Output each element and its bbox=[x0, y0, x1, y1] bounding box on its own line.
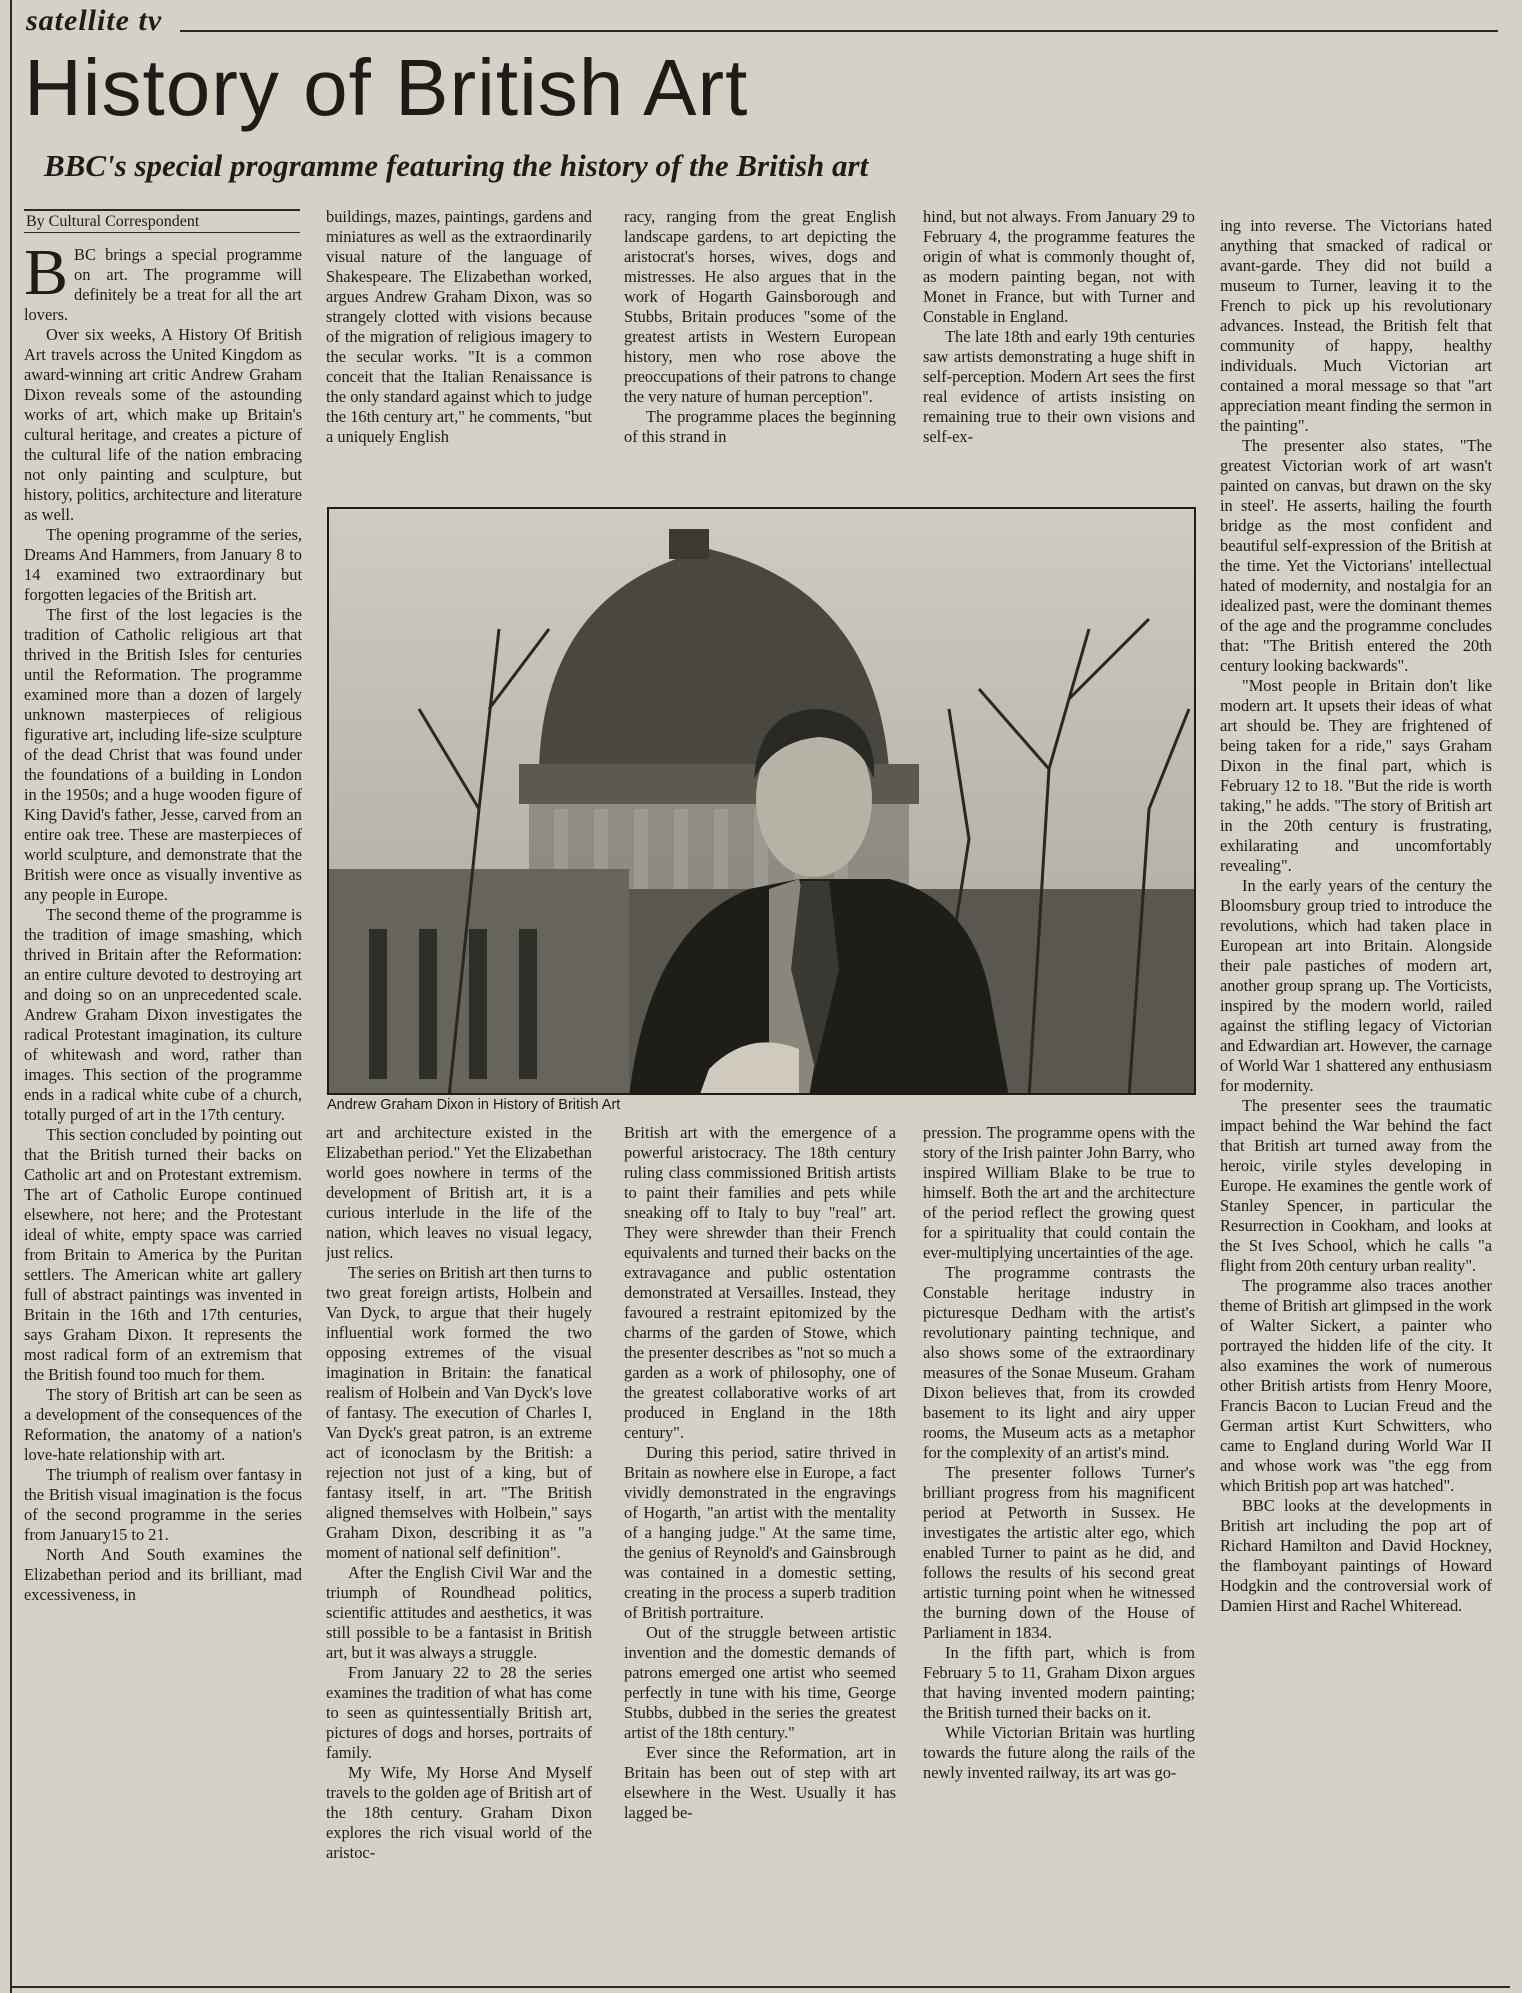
paragraph: The first of the lost legacies is the tradition of Catholic religious art that thrived in the British Isles for centuries until the Reformation. The programme examined more than a dozen of largely unknown masterpieces of religious figurative art, including life-size sculpture of the dead Christ that was found under the foundations of a building in London in the 1950s; and a huge wooden figure of King David's father, Jesse, carved from an entire oak tree. These are masterpieces of world sculpture, and demonstrate that the British were once as visually inventive as any people in Europe. bbox=[24, 605, 302, 904]
paragraph: The presenter sees the traumatic impact behind the War behind the fact that British art turned away from the heroic, virile styles developing in Europe. He examines the gentle work of Stanley Spencer, in particular the Resurrection in Cookham, and looks at the St Ives School, which he calls "a flight from 20th century urban reality". bbox=[1220, 1096, 1492, 1275]
paragraph: ing into reverse. The Victorians hated anything that smacked of radical or avant-garde. They did not build a museum to Turner, leaving it to the French to pick up his revolutionary advances. Instead, the British felt that community of happy, healthy individuals. Much Victorian art contained a moral message so that "art appreciation meant finding the sermon in the painting". bbox=[1220, 216, 1492, 435]
paragraph: The second theme of the programme is the tradition of image smashing, which thrived in Britain after the Reformation: an entire culture devoted to destroying art and doing so on an unprecedented scale. Andrew Graham Dixon investigates the radical Protestant imagination, its culture of whitewash and word, rather than images. This section of the programme ends in a radical white cube of a church, totally purged of art in the 17th century. bbox=[24, 905, 302, 1124]
left-margin-rule bbox=[10, 0, 12, 1993]
paragraph: My Wife, My Horse And Myself travels to the golden age of British art of the 18th century. Graham Dixon explores the rich visual world of the aristoc- bbox=[326, 1763, 592, 1862]
bottom-rule bbox=[10, 1986, 1510, 1988]
paragraph: pression. The programme opens with the story of the Irish painter John Barry, who inspired William Blake to be true to himself. Both the art and the architecture of the period reflect the growing quest for a spirituality that could contain the ever-multiplying uncertainties of the age. bbox=[923, 1123, 1195, 1262]
photo-caption: Andrew Graham Dixon in History of British Art bbox=[327, 1097, 621, 1113]
paragraph: The programme contrasts the Constable heritage industry in picturesque Dedham with the artist's revolutionary painting technique, and also shows some of the extraordinary measures of the Sonae Museum. Graham Dixon believes that, from its crowded basement to its light and airy upper rooms, the Museum acts as a metaphor for the complexity of an artist's mind. bbox=[923, 1263, 1195, 1462]
paragraph: From January 22 to 28 the series examines the tradition of what has come to seen as quintessentially British art, pictures of dogs and horses, portraits of family. bbox=[326, 1663, 592, 1762]
paragraph: The story of British art can be seen as a development of the consequences of the Reformation, the anatomy of a nation's love-hate relationship with art. bbox=[24, 1385, 302, 1464]
paragraph: British art with the emergence of a powerful aristocracy. The 18th century ruling class commissioned British artists to paint their families and pets while sneaking off to Italy to buy "real" art. They were shrewder than their French equivalents and turned their backs on the extravagance and public ostentation demonstrated at Versailles. Instead, they favoured a restraint epitomized by the charms of the garden of Stowe, which the presenter describes as "not so much a garden as a work of philosophy, one of the greatest collaborative works of art produced in England in the 18th century". bbox=[624, 1123, 896, 1442]
article-column-4-bottom bbox=[923, 1123, 1195, 1981]
paragraph: The programme also traces another theme of British art glimpsed in the work of Walter Sickert, a painter who portrayed the hidden life of the city. It also examines the work of numerous other British artists from Henry Moore, Francis Bacon to Lucian Freud and the German artist Kurt Schwitters, who came to England during World War II and whose work was "the egg from which British pop art was hatched". bbox=[1220, 1276, 1492, 1495]
byline: By Cultural Correspondent bbox=[24, 209, 300, 233]
paragraph: "Most people in Britain don't like modern art. It upsets their ideas of what art should be. They are frightened of being taken for a ride," says Graham Dixon in the final part, which is February 12 to 18. "But the ride is worth taking," he adds. "The story of British art in the 20th century is frustrating, exhilarating and uncomfortably revealing". bbox=[1220, 676, 1492, 875]
article-column-3-top bbox=[624, 207, 896, 502]
paragraph: Out of the struggle between artistic invention and the domestic demands of patrons emerged one artist who seemed perfectly in tune with his time, George Stubbs, dubbed in the series the greatest artist of the 18th century." bbox=[624, 1623, 896, 1742]
headline: History of British Art bbox=[24, 43, 749, 132]
paragraph: The programme places the beginning of this strand in bbox=[624, 407, 896, 446]
section-kicker: satellite tv bbox=[26, 4, 163, 37]
paragraph: Over six weeks, A History Of British Art travels across the United Kingdom as award-winning art critic Andrew Graham Dixon reveals some of the astounding works of art, which make up Britain's cultural heritage, and creates a picture of the cultural life of the nation embracing not only painting and sculpture, but history, politics, architecture and literature as well. bbox=[24, 325, 302, 524]
article-column-3-bottom bbox=[624, 1123, 896, 1981]
paragraph: The series on British art then turns to two great foreign artists, Holbein and Van Dyck, to argue that their hugely influential work formed the two opposing extremes of the visual imagination in Britain: the fanatical realism of Holbein and Van Dyck's love of fantasy. The execution of Charles I, Van Dyck's great patron, is an extreme act of iconoclasm by the British: a rejection not just of a king, but of fantasy itself, in art. "The British aligned themselves with Holbein," says Graham Dixon, describing it as "a moment of national self definition". bbox=[326, 1263, 592, 1562]
paragraph: In the fifth part, which is from February 5 to 11, Graham Dixon argues that having invented modern painting; the British turned their backs on it. bbox=[923, 1643, 1195, 1722]
paragraph: While Victorian Britain was hurtling towards the future along the rails of the newly invented railway, its art was go- bbox=[923, 1723, 1195, 1782]
deck-subtitle: BBC's special programme featuring the history of the British art bbox=[44, 148, 869, 183]
article-column-5 bbox=[1220, 216, 1492, 1981]
paragraph: hind, but not always. From January 29 to February 4, the programme features the origin of what is commonly thought of, as modern painting began, not with Monet in France, but with Turner and Constable in England. bbox=[923, 207, 1195, 326]
portrait-photo bbox=[327, 507, 1196, 1095]
paragraph: In the early years of the century the Bloomsbury group tried to introduce the revolutions, which had taken place in European art into Britain. Alongside their pale pastiches of modern art, another group sprang up. The Vorticists, inspired by the modern world, railed against the stifling legacy of Victorian and Edwardian art. However, the carnage of World War 1 shattered any enthusiasm for modernity. bbox=[1220, 876, 1492, 1095]
paragraph: This section concluded by pointing out that the British turned their backs on Catholic art and on Protestant extremism. The art of Catholic Europe continued elsewhere, not here; and the Protestant ideal of white, empty space was carried from Britain to America by the Puritan settlers. The American white art gallery full of abstract paintings was invented in Britain in the 16th and 17th centuries, says Graham Dixon. It represents the most radical form of an extremism that the British found too much for them. bbox=[24, 1125, 302, 1384]
paragraph: During this period, satire thrived in Britain as nowhere else in Europe, a fact vividly demonstrated in the engravings of Hogarth, "an artist with the mentality of a hanging judge." At the same time, the genius of Reynold's and Gainsbrough was contained in a domestic setting, creating in the process a superb tradition of British portraiture. bbox=[624, 1443, 896, 1622]
paragraph: Ever since the Reformation, art in Britain has been out of step with art elsewhere in the West. Usually it has lagged be- bbox=[624, 1743, 896, 1822]
article-column-2-bottom bbox=[326, 1123, 592, 1981]
paragraph: buildings, mazes, paintings, gardens and miniatures as well as the extraordinarily visual nature of the language of Shakespeare. The Elizabethan worked, argues Andrew Graham Dixon, was so strangely clotted with visions because of the migration of religious imagery to the secular works. "It is a common conceit that the Italian Renaissance is the only standard against which to judge the 16th century art," he comments, "but a uniquely English bbox=[326, 207, 592, 446]
paragraph: The presenter follows Turner's brilliant progress from his magnificent period at Petworth in Sussex. He investigates the artistic alter ego, which enabled Turner to paint as he did, and follows the results of his second great artistic turning point when he witnessed the burning down of the House of Parliament in 1834. bbox=[923, 1463, 1195, 1642]
paragraph: The late 18th and early 19th centuries saw artists demonstrating a huge shift in self-perception. Modern Art sees the first real evidence of artists insisting on remaining true to their own visions and self-ex- bbox=[923, 327, 1195, 446]
paragraph: After the English Civil War and the triumph of Roundhead politics, scientific attitudes and aesthetics, it was still possible to be a fantasist in British art, but it was always a struggle. bbox=[326, 1563, 592, 1662]
article-column-2-top bbox=[326, 207, 592, 502]
photo-illustration bbox=[329, 509, 1196, 1095]
paragraph: racy, ranging from the great English landscape gardens, to art depicting the aristocrat's horses, wives, dogs and mistresses. He also argues that in the work of Hogarth Gainsborough and Stubbs, Britain produces "some of the greatest artists in Western European history, men who rose above the preoccupations of their patrons to change the very nature of human perception". bbox=[624, 207, 896, 406]
paragraph: The presenter also states, "The greatest Victorian work of art wasn't painted on canvas, but drawn on the sky in steel'. He asserts, hailing the fourth bridge as the most confident and beautiful self-expression of the British at the time. Yet the Victorians' intellectual hated of modernity, and nostalgia for an idealized past, were the dominant themes of the age and the programme concludes that: "The British entered the 20th century looking backwards". bbox=[1220, 436, 1492, 675]
article-column-1 bbox=[24, 245, 302, 1985]
article-column-4-top bbox=[923, 207, 1195, 502]
paragraph: art and architecture existed in the Elizabethan period." Yet the Elizabethan world goes nowhere in terms of the development of British art, it is a curious interlude in the life of the nation, which leaves no visual legacy, just relics. bbox=[326, 1123, 592, 1262]
drop-cap: B bbox=[24, 245, 69, 309]
header-rule bbox=[180, 30, 1498, 32]
paragraph: The triumph of realism over fantasy in the British visual imagination is the focus of the second programme in the series from January15 to 21. bbox=[24, 1465, 302, 1544]
paragraph: The opening programme of the series, Dreams And Hammers, from January 8 to 14 examined two extraordinary but forgotten legacies of the British art. bbox=[24, 525, 302, 604]
lead-paragraph: BBC brings a special programme on art. The programme will definitely be a treat for all the art lovers. bbox=[24, 245, 302, 324]
paragraph: North And South examines the Elizabethan period and its brilliant, mad excessiveness, in bbox=[24, 1545, 302, 1604]
paragraph: BBC looks at the developments in British art including the pop art of Richard Hamilton and David Hockney, the flamboyant paintings of Howard Hodgkin and the controversial work of Damien Hirst and Rachel Whiteread. bbox=[1220, 1496, 1492, 1615]
